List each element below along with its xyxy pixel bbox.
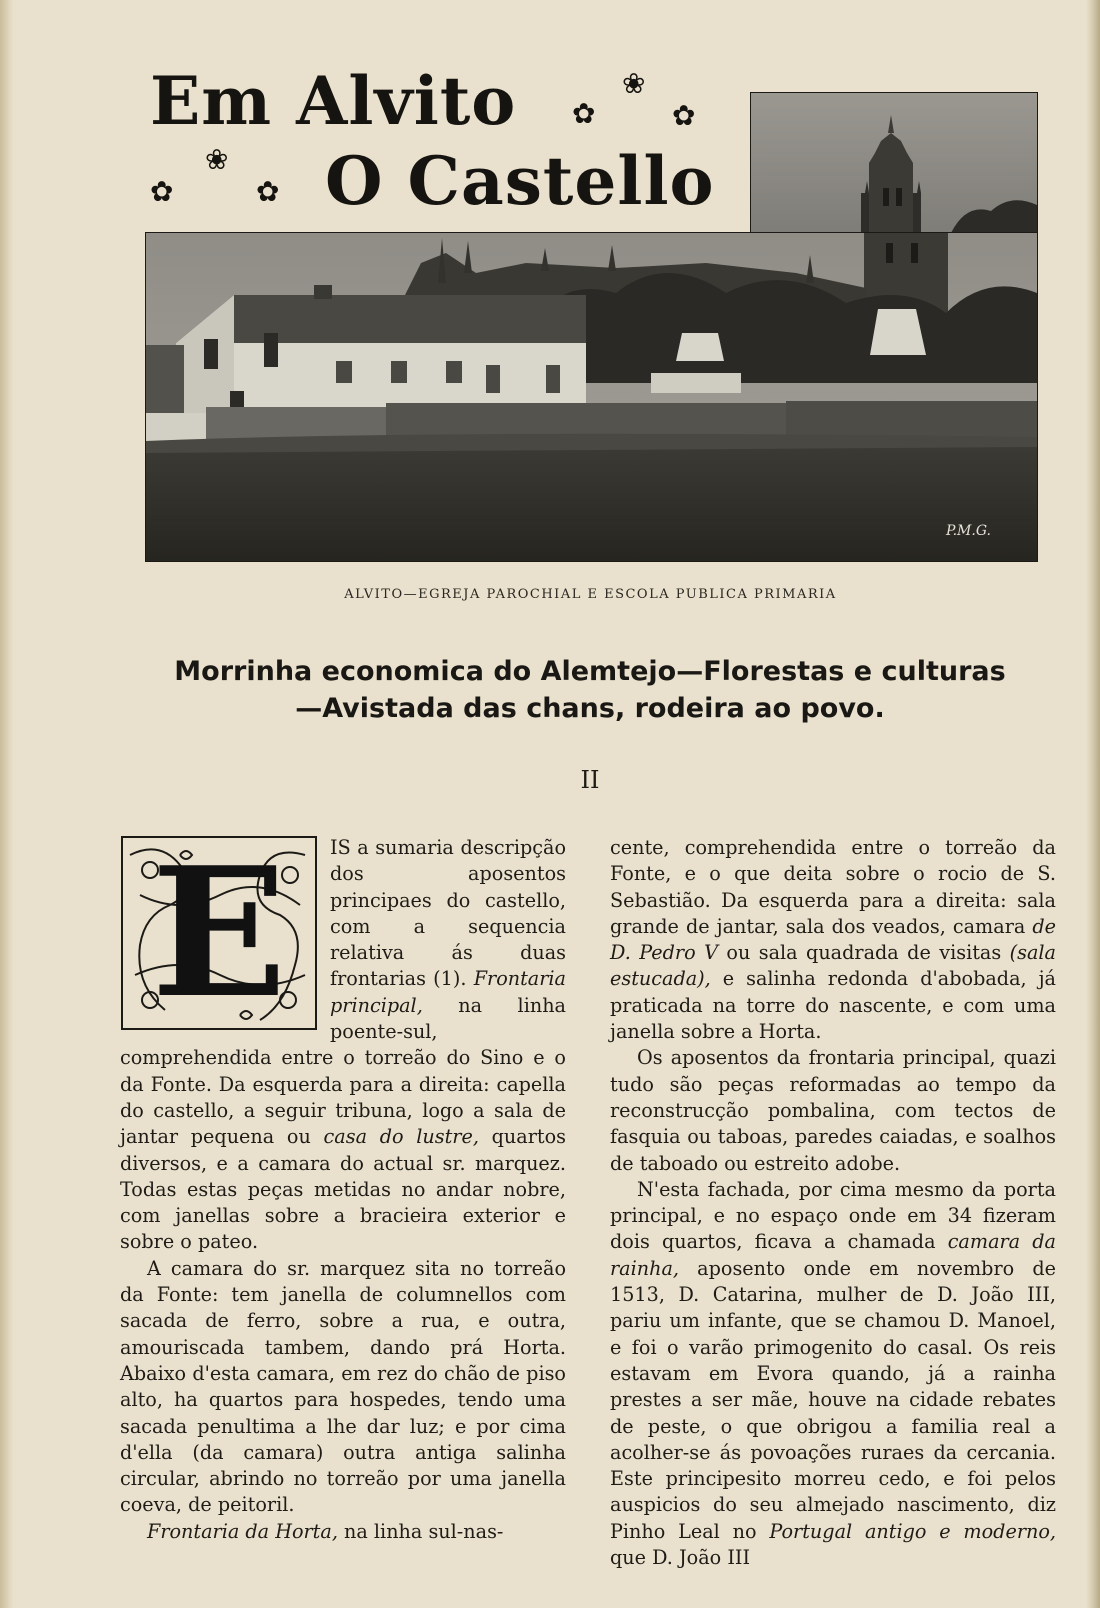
- flower-ornament-icon: ✿: [672, 99, 696, 132]
- paragraph-1-text-c: quartos diversos, e a camara do actual sr. marquez. Todas estas peças metidas no andar nobre, com janellas sobre a bracieira exterior e sobre o pateo.: [120, 1125, 567, 1254]
- flower-ornament-icon: ❀: [205, 143, 229, 176]
- photo-caption: ALVITO—EGREJA PAROCHIAL E ESCOLA PUBLICA PRIMARIA: [344, 587, 837, 602]
- photo-alvito-church-school: [145, 232, 1038, 562]
- paragraph-r1-text-c: e salinha redonda d'abobada, já praticada na torre do nascente, e com uma janella sobre a Horta.: [610, 967, 1056, 1044]
- paragraph-r3-italic-b: Portugal antigo e moderno,: [769, 1519, 1056, 1543]
- paragraph-r1-italic-b: (sala estucada),: [610, 941, 1056, 991]
- dropcap-letter: E: [151, 828, 287, 1037]
- section-number: II: [580, 766, 600, 794]
- text-column-left: [120, 828, 567, 1545]
- paragraph-r1: [610, 835, 1056, 1045]
- page-title-line1: Em Alvito: [150, 62, 517, 140]
- photo-signature: P.M.G.: [946, 523, 991, 539]
- flower-ornament-icon: ✿: [150, 175, 174, 208]
- flower-ornament-icon: ✿: [256, 175, 280, 208]
- photo-tower-top: [750, 92, 1038, 234]
- paragraph-2: A camara do sr. marquez sita no torreão da Fonte: tem janella de columnellos com sacada de ferro, sobre a rua, e outra, amouriscada tambem, dando prá Horta. Abaixo d'esta camara, em rez do chão de piso alto, ha quartos para hospedes, tendo uma sacada penultima a lhe dar luz; e por cima d'ella (da camara) outra antiga salinha circular, abrindo no torreão por uma janella coeva, de peitoril.: [120, 1256, 566, 1517]
- paragraph-r1-italic: de D. Pedro V: [610, 914, 1056, 965]
- paragraph-1-italic-b: casa do lustre,: [323, 1125, 479, 1149]
- paragraph-r3-text-b: aposento onde em novembro de 1513, D. Catarina, mulher de D. João III, pariu um infante, que se chamou D. Manoel, e foi o varão primogenito do casal. Os reis estavam em Evora quando, já a rainha prestes a ser mãe, houve na cidade rebates de peste, o que obrigou a familia real a acolher-se ás povoações ruraes da cercania. Este principesito morreu cedo, e foi pelos auspicios do seu almejado nascimento, diz Pinho Leal no: [610, 1256, 1056, 1543]
- paragraph-1-italic: Frontaria principal,: [330, 967, 566, 1017]
- page-edge-left: [0, 0, 14, 1608]
- paragraph-r1-text-b: ou sala quadrada de visitas: [717, 941, 1010, 965]
- paragraph-r2: Os aposentos da frontaria principal, quazi tudo são peças reformadas ao tempo da reconstrucção pombalina, com tectos de fasquia ou taboas, paredes caiadas, e soalhos de taboado ou estreito adobe.: [610, 1046, 1056, 1175]
- paragraph-r3-italic: camara da rainha,: [610, 1230, 1056, 1280]
- text-column-right: [610, 835, 1056, 1571]
- paragraph-1-text-b: na linha poente-sul, comprehendida entre o torreão do Sino e o da Fonte. Da esquerda para a direita: capella do castello, a seguir tribuna, logo a sala de jantar pequena ou: [120, 993, 566, 1149]
- flower-ornament-icon: ✿: [572, 97, 596, 130]
- paragraph-3-text: na linha sul-nas-: [337, 1519, 504, 1543]
- page-title-line2: O Castello: [325, 142, 715, 220]
- paragraph-r3-text-c: que D. João III: [610, 1546, 751, 1570]
- headline-line2: —Avistada das chans, rodeira ao povo.: [295, 693, 885, 724]
- flower-ornament-icon: ❀: [622, 67, 646, 100]
- paragraph-r3-text: N'esta fachada, por cima mesmo da porta principal, e no espaço onde em 34 fizeram dois quartos, ficava a chamada: [610, 1177, 1056, 1254]
- headline-line1: Morrinha economica do Alemtejo—Florestas e culturas: [174, 656, 1006, 687]
- article-headline: [110, 653, 1070, 727]
- paragraph-3: [120, 1519, 566, 1545]
- paragraph-r1-text: cente, comprehendida entre o torreão da Fonte, e o que deita sobre o rocio de S. Sebastião. Da esquerda para a direita: sala grande de jantar, sala dos veados, camara: [610, 836, 1056, 938]
- paragraph-r3: [610, 1177, 1056, 1571]
- paragraph-1-text: IS a sumaria descripção dos aposentos principaes do castello, com a sequencia relativa ás duas frontarias (1).: [330, 836, 566, 991]
- page-edge-right: [1086, 0, 1100, 1608]
- dropcap: [120, 828, 318, 1037]
- paragraph-3-italic: Frontaria da Horta,: [147, 1519, 338, 1543]
